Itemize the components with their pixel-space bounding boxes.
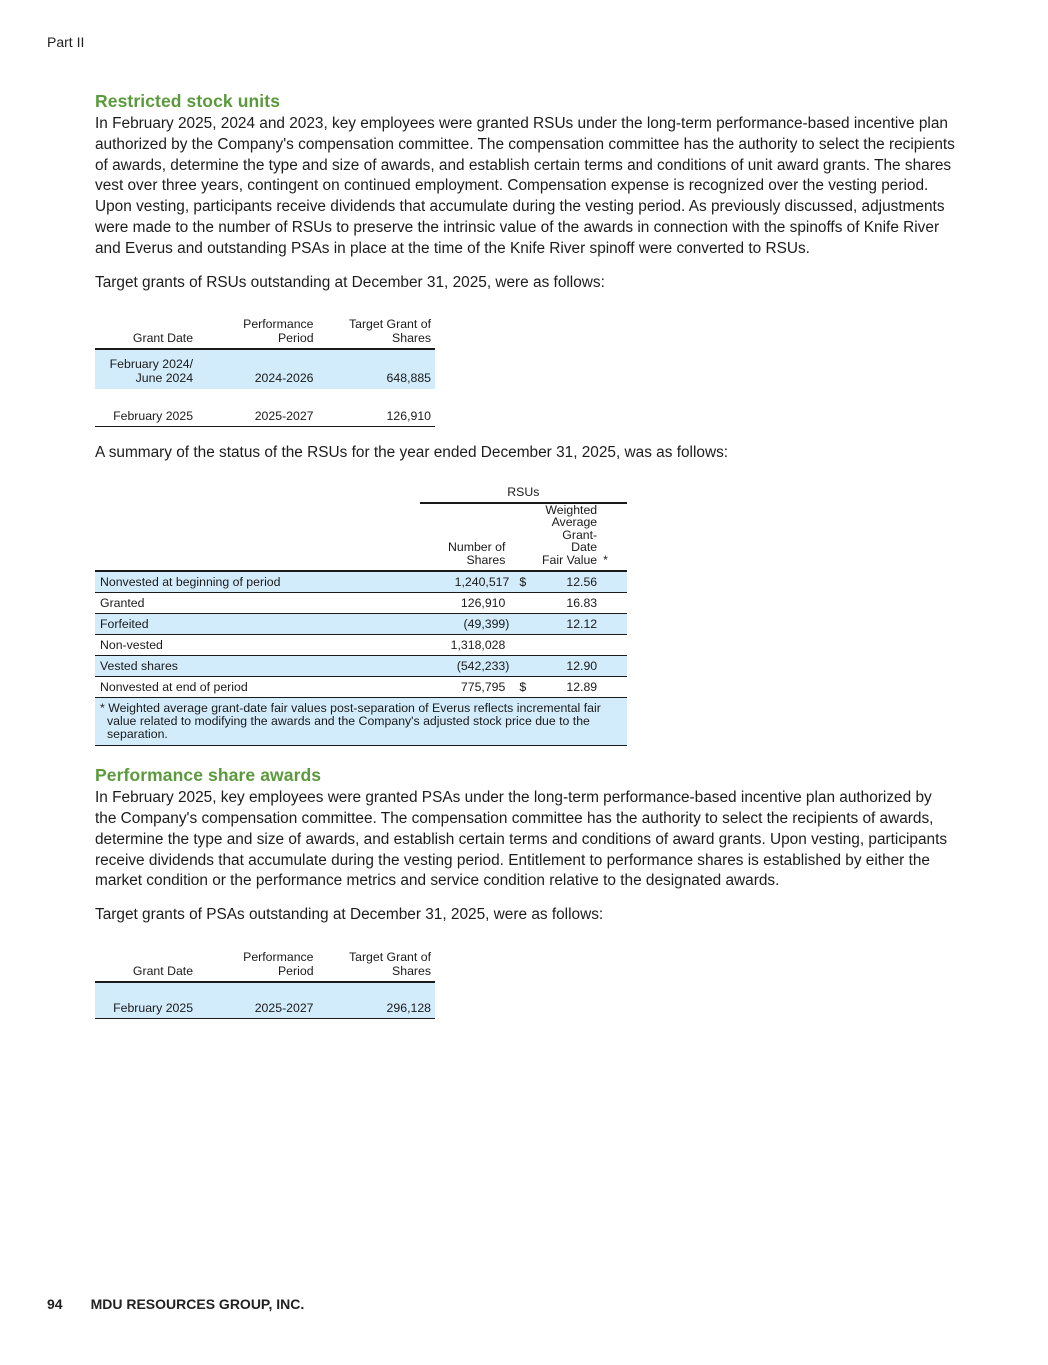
shares-value: (542,233) xyxy=(420,656,514,677)
fair-value xyxy=(533,635,601,656)
page-number: 94 xyxy=(47,1296,63,1312)
fair-value: 12.56 xyxy=(533,571,601,593)
rsu-target-intro: Target grants of RSUs outstanding at December 31, 2025, were as follows: xyxy=(95,273,605,291)
part-label: Part II xyxy=(47,34,85,50)
psa-paragraph: In February 2025, key employees were granted PSAs under the long-term performance-based incentive plan authorized by the Company's compensation committee. The compensation committee has the authority to select the recipients of awards, determine the type and size of awards, and establish certain terms and conditions of award grants. Upon vesting, participants receive dividends that accumulate during the vesting period. Entitlement to performance shares is established by either the market condition or the performance metrics and service condition relative to the designated awards. xyxy=(95,789,948,890)
fair-value: 12.89 xyxy=(533,677,601,698)
grant-date-cell: February 2024/ June 2024 xyxy=(95,349,197,389)
row-label: Granted xyxy=(95,593,420,614)
shares-value: 775,795 xyxy=(420,677,514,698)
dollar-sign xyxy=(513,635,533,656)
asterisk-marker: * xyxy=(601,503,627,572)
shares-value: 1,318,028 xyxy=(420,635,514,656)
table-row xyxy=(95,656,627,677)
rsu-group-header: RSUs xyxy=(420,486,627,503)
shares-cell: 648,885 xyxy=(318,349,435,389)
period-cell: 2025-2027 xyxy=(197,982,317,1019)
col-header-grant-date: Grant Date xyxy=(95,950,197,982)
dollar-sign: $ xyxy=(513,571,533,593)
table-row xyxy=(95,982,435,1019)
page-footer xyxy=(47,1296,304,1312)
col-header-fair-value: Weighted Average Grant-Date Fair Value xyxy=(533,503,601,572)
period-cell: 2024-2026 xyxy=(197,349,317,389)
row-label: Nonvested at end of period xyxy=(95,677,420,698)
row-label: Nonvested at beginning of period xyxy=(95,571,420,593)
shares-value: (49,399) xyxy=(420,614,514,635)
shares-value: 1,240,517 xyxy=(420,571,514,593)
table-row xyxy=(95,614,627,635)
psa-target-intro: Target grants of PSAs outstanding at December 31, 2025, were as follows: xyxy=(95,906,604,924)
table-row xyxy=(95,593,627,614)
col-header-target-grant: Target Grant of Shares xyxy=(318,317,435,349)
grant-date-cell: February 2025 xyxy=(95,389,197,427)
page-content xyxy=(95,90,955,1019)
fair-value: 12.12 xyxy=(533,614,601,635)
table-row xyxy=(95,389,435,427)
fair-value: 16.83 xyxy=(533,593,601,614)
table-row xyxy=(95,571,627,593)
col-header-target-grant: Target Grant of Shares xyxy=(318,950,435,982)
grant-date-cell: February 2025 xyxy=(95,982,197,1019)
rsu-summary-table xyxy=(95,486,627,746)
psa-section-title: Performance share awards xyxy=(95,765,322,786)
col-header-performance-period: Performance Period xyxy=(197,950,317,982)
row-label: Forfeited xyxy=(95,614,420,635)
shares-cell: 126,910 xyxy=(318,389,435,427)
col-header-number-of-shares: Number of Shares xyxy=(420,503,510,572)
period-cell: 2025-2027 xyxy=(197,389,317,427)
fair-value: 12.90 xyxy=(533,656,601,677)
col-header-grant-date: Grant Date xyxy=(95,317,197,349)
shares-value: 126,910 xyxy=(420,593,514,614)
table-row xyxy=(95,349,435,389)
rsu-target-grants-table xyxy=(95,317,435,427)
dollar-sign: $ xyxy=(513,677,533,698)
shares-cell: 296,128 xyxy=(318,982,435,1019)
rsu-paragraph: In February 2025, 2024 and 2023, key employees were granted RSUs under the long-term performance-based incentive plan authorized by the Company's compensation committee. The compensation committee has the authority to select the recipients of awards, determine the type and size of awards, and establish certain terms and conditions of unit award grants. The shares vest over three years, contingent on continued employment. Compensation expense is recognized over the vesting period. Upon vesting, participants receive dividends that accumulate during the vesting period. As previously discussed, adjustments were made to the number of RSUs to preserve the intrinsic value of the awards in connection with the spinoffs of Knife River and Everus and outstanding PSAs in place at the time of the Knife River spinoff were converted to RSUs. xyxy=(95,115,955,257)
dollar-sign xyxy=(513,656,533,677)
dollar-sign xyxy=(513,593,533,614)
footnote-text: * Weighted average grant-date fair values post-separation of Everus reflects incremental fair value related to modifying the awards and the Company's adjusted stock price due to the separation. xyxy=(95,698,627,746)
table-row xyxy=(95,635,627,656)
footnote-row xyxy=(95,698,627,746)
col-header-performance-period: Performance Period xyxy=(197,317,317,349)
dollar-sign xyxy=(513,614,533,635)
rsu-summary-intro: A summary of the status of the RSUs for the year ended December 31, 2025, was as follows: xyxy=(95,444,729,462)
row-label: Vested shares xyxy=(95,656,420,677)
row-label: Non-vested xyxy=(95,635,420,656)
company-name: MDU RESOURCES GROUP, INC. xyxy=(90,1296,305,1312)
table-row xyxy=(95,677,627,698)
rsu-section-title: Restricted stock units xyxy=(95,91,281,111)
psa-target-grants-table xyxy=(95,950,435,1019)
